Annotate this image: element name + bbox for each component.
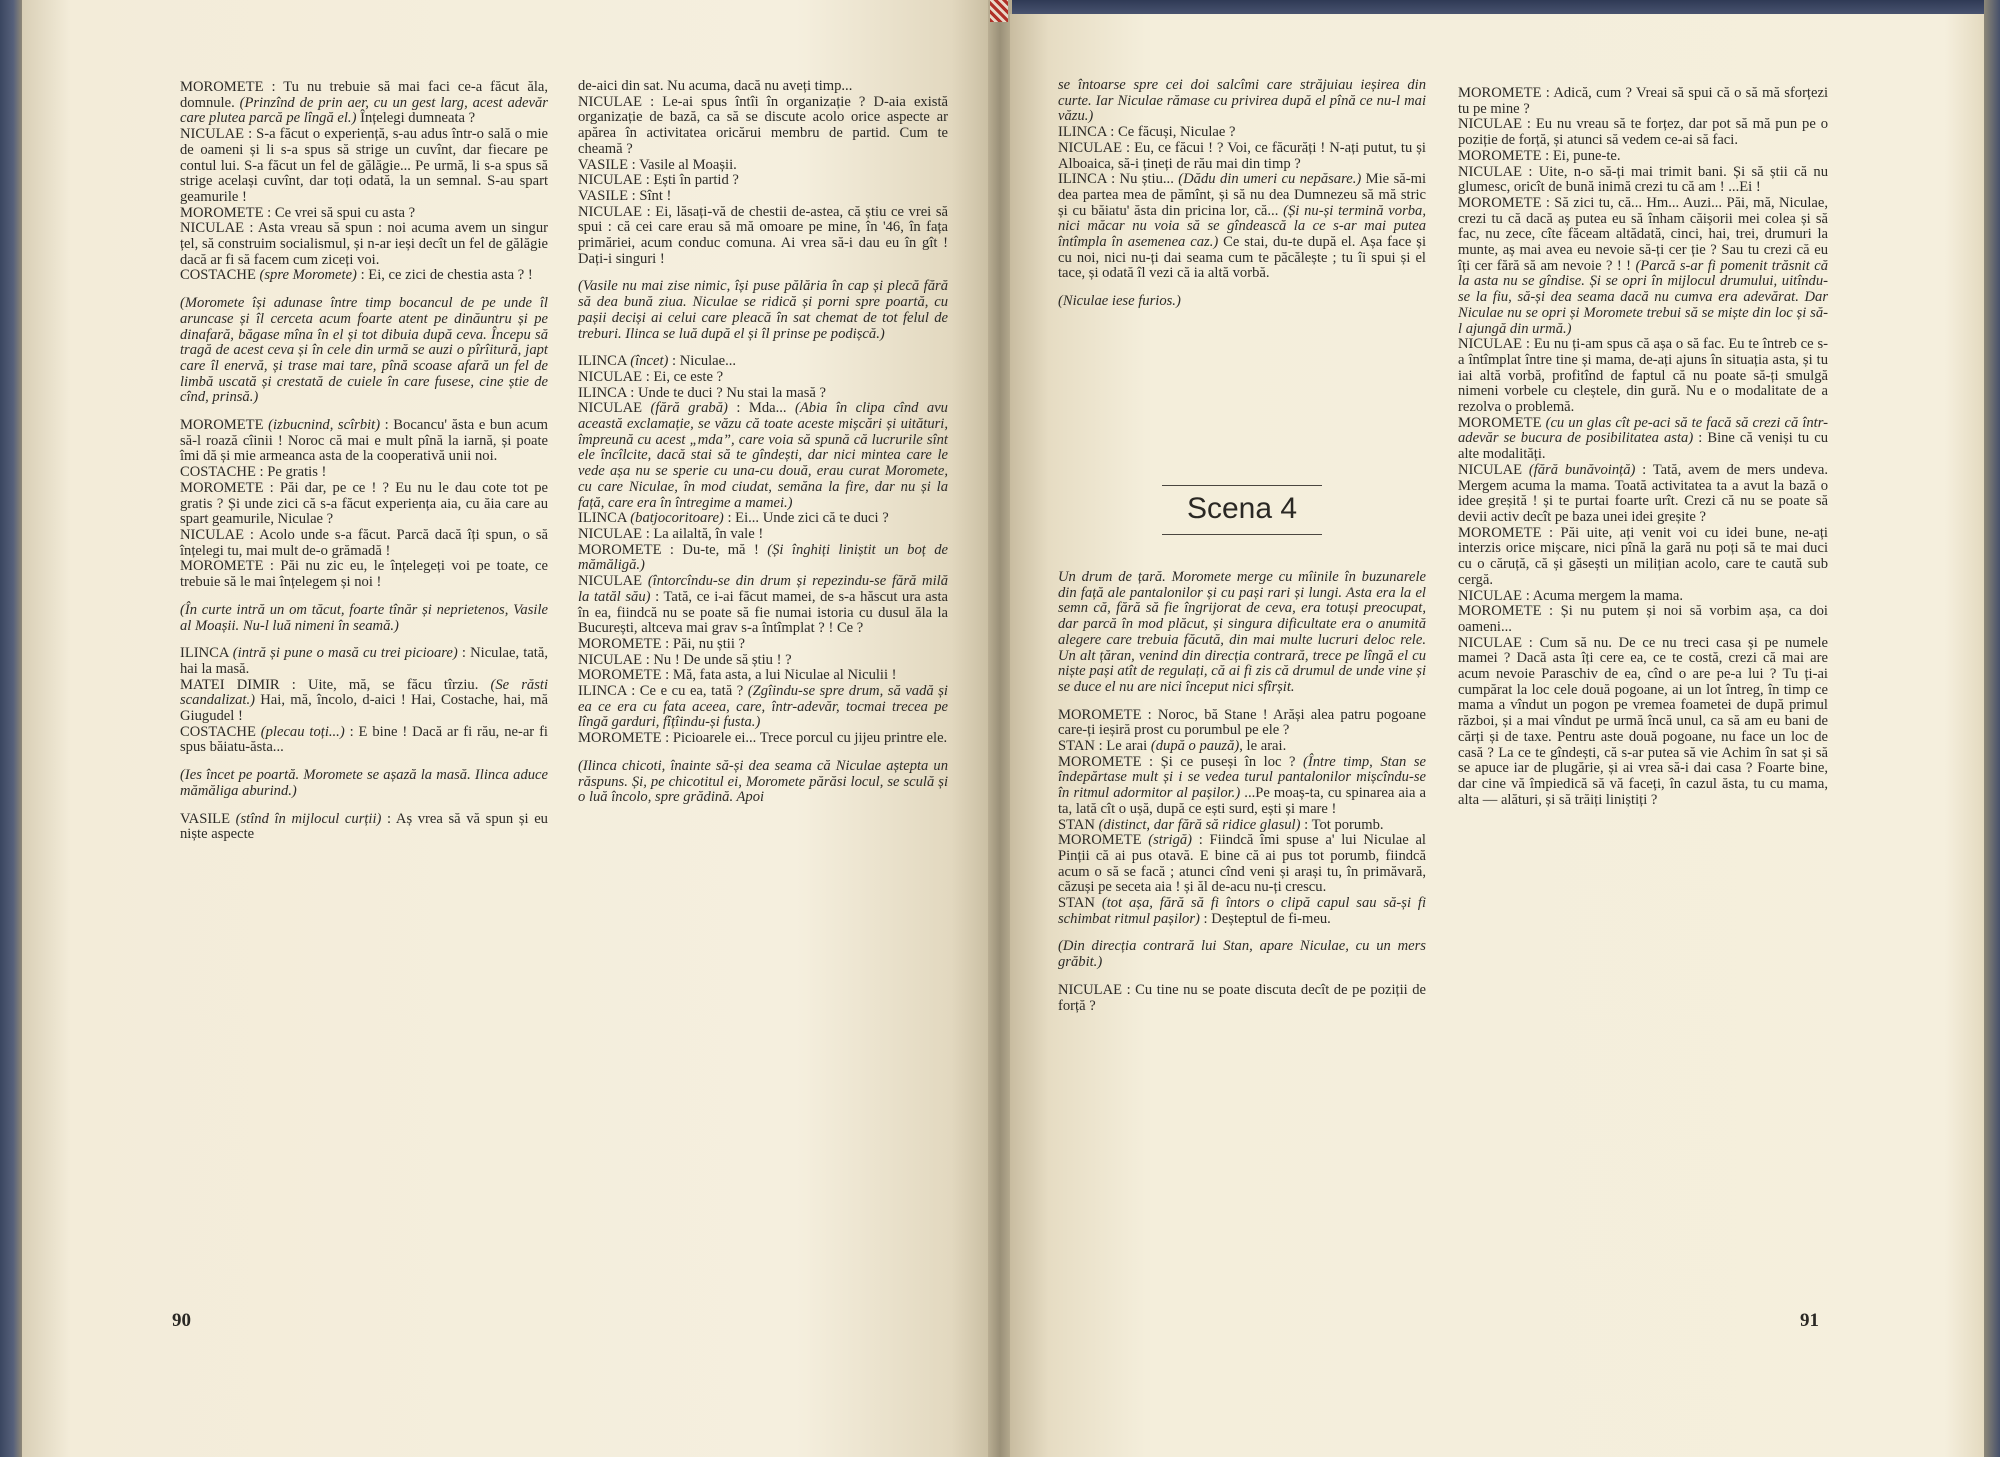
text-paragraph: NICULAE : Acuma mergem la mama. xyxy=(1458,587,1684,604)
text-paragraph: (Niculae iese furios.) xyxy=(1058,293,1181,310)
text-paragraph: (Ies încet pe poartă. Moromete se așază la masă. Ilinca aduce mămăliga aburind.) xyxy=(180,767,548,799)
text-paragraph: NICULAE : Uite, n-o să-ți mai trimit bani. Și să știi că nu glumesc, oricît de bună inimă crezi tu că am ! ...Ei ! xyxy=(1458,163,1828,196)
text-paragraph: COSTACHE : Pe gratis ! xyxy=(180,464,327,481)
text-paragraph: MATEI DIMIR : Uite, mă, se făcu tîrziu. (Se răsti scandalizat.) Hai, mă, încolo, d-aici ! Hai, Costache, hai, mă Giugudel ! xyxy=(180,676,548,725)
text-paragraph: MOROMETE : Ei, pune-te. xyxy=(1458,147,1621,164)
text-paragraph: MOROMETE (strigă) : Fiindcă îmi spuse a' lui Niculae al Pinții că ai pus otavă. E bine că ai pus tot porumb, fiindcă acum o să se facă ; atunci cînd veni și arași tu, în primăvară, căzuși pe seceta aia ! și ăl de-acu nu-ți crescu. xyxy=(1058,832,1426,896)
text-paragraph: NICULAE (întorcîndu-se din drum și repezindu-se fără milă la tatăl său) : Tată, ce i-ai făcut mamei, de s-a hăscut ura asta în ea, fiindcă nu se poate să fie numai istoria cu dusul ăla la București, altceva mai grav s-a întîmplat ? ! Ce ? xyxy=(578,573,948,637)
text-paragraph: NICULAE : Eu nu vreau să te forțez, dar pot să mă pun pe o poziție de forță, și atunci să vedem ce-ai să faci. xyxy=(1458,116,1828,149)
text-paragraph: STAN : Le arai (după o pauză), le arai. xyxy=(1058,738,1287,755)
paragraph-gap xyxy=(1058,696,1426,708)
text-paragraph: MOROMETE : Noroc, bă Stane ! Arăși alea patru pogoane care-ți ieșiră prost cu porumbul pe ele ? xyxy=(1058,706,1426,739)
text-paragraph: MOROMETE : Mă, fata asta, a lui Niculae al Niculii ! xyxy=(578,667,897,684)
text-paragraph: NICULAE : Eu, ce făcui ! ? Voi, ce făcurăți ! N-ați putut, tu și Alboaica, să-i țineți de rău mai din timp ? xyxy=(1058,139,1426,172)
text-paragraph: VASILE : Vasile al Moașii. xyxy=(578,156,737,173)
page-number-right: 91 xyxy=(1800,1310,1819,1331)
right-page-column-2 xyxy=(1458,86,1828,808)
text-paragraph: NICULAE : Eu nu ți-am spus că așa o să fac. Eu te întreb ce s-a întîmplat între tine și mama, de-ați ajuns în situația asta, și tu iai altă vorbă, profitînd de faptul că nu poate să-ți smulgă nimeni vorbele cu cleștele, din gură. Nu e o modalitate de a rezolva o problemă. xyxy=(1458,336,1828,416)
text-paragraph: NICULAE : Le-ai spus întîi în organizație ? D-aia există organizație de bază, ca să se discute acolo orice aspecte ar apărea în activitatea oricărui membru de partid. Cum te cheamă ? xyxy=(578,93,948,157)
text-paragraph: ILINCA (intră și pune o masă cu trei picioare) : Niculae, tată, hai la masă. xyxy=(180,645,548,677)
text-paragraph: NICULAE : Cu tine nu se poate discuta decît de pe poziții de forță ? xyxy=(1058,981,1426,1014)
text-paragraph: ILINCA : Ce e cu ea, tată ? (Zgîindu-se spre drum, să vadă și ea ce era cu fata aceea, care, într-adevăr, tocmai trecea pe lîngă garduri, fîțîindu-și fusta.) xyxy=(578,683,948,731)
book-cover-edge-right xyxy=(1984,0,2000,1457)
text-paragraph: NICULAE : Ei, lăsați-vă de chestii de-astea, că știu ce vrei să spui : că cei care erau să mă omoare pe mine, în '46, în fața primăriei, acum conduc comuna. Ai vrea să-i dau eu în gît ! Dați-i singuri ! xyxy=(578,203,948,267)
text-paragraph: ILINCA : Ce făcuși, Niculae ? xyxy=(1058,124,1236,141)
text-paragraph: COSTACHE (spre Moromete) : Ei, ce zici de chestia asta ? ! xyxy=(180,267,533,284)
text-paragraph: MOROMETE (izbucnind, scîrbit) : Bocancu' ăsta e bun acum să-l roază cîinii ! Noroc că mai e mult pînă la iarnă, și poate îmi dă și mie armeanca asta de la cooperativă unii noi. xyxy=(180,417,548,465)
text-paragraph: NICULAE : La ailaltă, în vale ! xyxy=(578,525,764,542)
text-paragraph: MOROMETE (cu un glas cît pe-aci să te facă să crezi că într-adevăr se bucura de posibilitatea asta) : Bine că veniși tu cu alte modalități. xyxy=(1458,414,1829,463)
text-paragraph: NICULAE : Asta vreau să spun : noi acuma avem un singur țel, să construim socialismul, și n-ar ieși decît un fel de gălăgie dacă ar fi să facem cum ziceți voi. xyxy=(180,220,548,268)
text-paragraph: MOROMETE : Păi uite, ați venit voi cu idei bune, ne-ați interzis orice mișcare, nici pînă la gară nu poți să te mai duci cu o căruță, că și găsești un milițian acolo, care te caută sub cergă. xyxy=(1458,524,1828,588)
text-paragraph: (Ilinca chicoti, înainte să-și dea seama că Niculae aștepta un răspuns. Și, pe chicotitul ei, Moromete părăsi locul, se sculă și o luă încolo, spre grădină. Apoi xyxy=(578,757,948,806)
text-paragraph: MOROMETE : Păi dar, pe ce ! ? Eu nu le dau cote tot pe gratis ? Și unde zici că s-a făcut experiența aia, cu ăia care au spart geamurile, Niculae ? xyxy=(180,479,548,528)
text-paragraph: ILINCA : Nu știu... (Dădu din umeri cu nepăsare.) Mie să-mi dea partea mea de pămînt, și să nu dea Dumnezeu să mă stric și cu băiatu' ăsta din pricina lor, că... (Și nu-și termină vorba, nici măcar nu voia să se gîndească la ce s-ar mai putea întîmpla în asemenea caz.) Ce stai, du-te după el. Așa face și cu noi, nici nu-ți dai seama cum te păcălește ; tu îi spui și el tace, și odată îl vezi că ia altă vorbă. xyxy=(1058,171,1427,282)
text-paragraph: MOROMETE : Tu nu trebuie să mai faci ce-a făcut ăla, domnule. (Prinzînd de prin aer, cu un gest larg, acest adevăr care plutea parcă pe lîngă el.) Înțelegi dumneata ? xyxy=(180,79,548,127)
text-paragraph: VASILE (stînd în mijlocul curții) : Aș vrea să vă spun și eu niște aspecte xyxy=(180,810,548,843)
text-paragraph: NICULAE : Ești în partid ? xyxy=(578,172,739,189)
left-page-column-1 xyxy=(180,80,548,843)
right-page-column-1-scene xyxy=(1058,570,1426,1014)
text-paragraph: STAN (distinct, dar fără să ridice glasul) : Tot porumb. xyxy=(1058,816,1384,833)
text-paragraph: MOROMETE : Păi nu zic eu, le înțelegeți voi pe toate, ce trebuie să le mai înțelegem și noi ! xyxy=(180,558,548,591)
text-paragraph: NICULAE : Cum să nu. De ce nu treci casa și pe numele mamei ? Dacă asta îți cere ea, ce te costă, crezi că mai are acum nevoie Paraschiv de ea, cînd o are pe-a lui ? Tu ți-ai cumpărat la loc cele două pogoane, ai un lot întreg, în timp ce mama a vîndut un pogon pe vremea foametei de după primul război, și a mai vîndut pe urmă încă unul, ca să am eu bani de cărți și de taxe. Pentru aste două pogoane, nu face un loc de casă ? La ce te gîndești, că s-ar putea să vie Achim în sat și să se apuce iar de plugărie, și ai vrea să-i dai casa ? Foarte bine, dar cine vă împiedică să vă faceți, în cazul ăsta, tu cu mama, alta — alături, și să trăiți liniștiți ? xyxy=(1458,634,1828,808)
text-paragraph: (Moromete își adunase între timp bocancul de pe unde îl aruncase și îl cerceta acum foarte atent pe dinăuntru și pe dinafară, băgase mîna în el și tot dibuia după ceva. Începu să tragă de acest ceva și în cele din urmă se auzi o pîrîitură, japt care îl enervă, și trase mai tare, pînă scoase afară un fel de limbă uscată și crestată de cuiele în care fusese, cine știe de cînd, prinsă.) xyxy=(180,295,548,406)
text-paragraph: STAN (tot așa, fără să fi întors o clipă capul sau să-și fi schimbat ritmul pașilor) : Deșteptul de fi-meu. xyxy=(1058,895,1426,927)
book-cover-edge-left xyxy=(0,0,22,1457)
scene-heading-rule-bottom xyxy=(1162,534,1322,535)
text-paragraph: ILINCA (încet) : Niculae... xyxy=(578,353,737,370)
text-paragraph: MOROMETE : Să zici tu, că... Hm... Auzi... Păi, mă, Niculae, crezi tu că dacă aș putea eu să înham căișorii mei colea și să fac, nu zece, cîte făceam altădată, cinci, hai, trei, drumuri la munte, aș mai avea eu nevoie să-ți cer ție ? Sau tu crezi că eu îți cer fără să am nevoie ? ! ! (Parcă s-ar fi pomenit trăsnit că la asta nu se gîndise. Și se opri în mijlocul drumului, uitîndu-se la fiu, să-și dea seama dacă nu cumva era adevărat. Dar Niculae nu se opri și Moromete trebui să se miște din loc și să-l ajungă din urmă.) xyxy=(1458,194,1828,337)
right-page-column-1 xyxy=(1058,78,1426,310)
text-paragraph: se întoarse spre cei doi salcîmi care străjuiau ieșirea din curte. Iar Niculae rămase cu privirea după el pînă ce nu-l mai văzu.) xyxy=(1058,77,1426,125)
scene-heading xyxy=(1060,485,1424,535)
book-gutter xyxy=(988,0,1012,1457)
page-number-left: 90 xyxy=(172,1310,191,1331)
text-paragraph: COSTACHE (plecau toți...) : E bine ! Dacă ar fi rău, ne-ar fi spus băiatu-ăsta... xyxy=(180,723,548,756)
text-paragraph: de-aici din sat. Nu acuma, dacă nu aveți timp... xyxy=(578,78,853,94)
text-paragraph: MOROMETE : Păi, nu știi ? xyxy=(578,635,746,652)
text-paragraph: ILINCA (batjocoritoare) : Ei... Unde zici că te duci ? xyxy=(578,510,889,527)
text-paragraph: (În curte intră un om tăcut, foarte tînăr și neprietenos, Vasile al Moașii. Nu-l luă nimeni în seamă.) xyxy=(180,601,548,634)
scene-title: Scena 4 xyxy=(1186,492,1298,525)
text-paragraph: MOROMETE : Și nu putem și noi să vorbim așa, ca doi oameni... xyxy=(1458,603,1828,635)
text-paragraph: ILINCA : Unde te duci ? Nu stai la masă ? xyxy=(578,384,827,401)
text-paragraph: MOROMETE : Adică, cum ? Vreai să spui că o să mă sforțezi tu pe mine ? xyxy=(1458,85,1828,117)
text-paragraph: MOROMETE : Picioarele ei... Trece porcul cu jijeu printre ele. xyxy=(578,730,948,747)
text-paragraph: VASILE : Sînt ! xyxy=(578,187,672,204)
text-paragraph: MOROMETE : Ce vrei să spui cu asta ? xyxy=(180,204,416,221)
text-paragraph: NICULAE (fără bunăvoință) : Tată, avem de mers undeva. Mergem acuma la mama. Toată activitatea ta a avut la bază o idee greșită ! și te purtai foarte urît. Crezi că nu se poate să devii activ decît pe baza unei idei greșite ? xyxy=(1458,461,1828,525)
left-page-column-2 xyxy=(578,79,948,806)
text-paragraph: MOROMETE : Și ce puseși în loc ? (Între timp, Stan se îndepărtase mult și i se vedea turul pantalonilor mișcîndu-se în ritmul adormitor al pașilor.) ...Pe moaș-ta, cu spinarea aia a ta, lată cît o ușă, după ce ești surd, ești și mare ! xyxy=(1058,753,1427,817)
text-paragraph: MOROMETE : Du-te, mă ! (Și înghiți liniștit un boț de mămăligă.) xyxy=(578,541,948,574)
text-paragraph: NICULAE : S-a făcut o experiență, s-au adus într-o sală o mie de oameni și li s-a spus să strige un cuvînt, dar fiecare pe contul lui. S-a făcut un fel de gălăgie... Pe urmă, li s-a spus să strige același cuvînt, dar toți odată, la un semnal. S-au spart geamurile ! xyxy=(180,126,548,205)
bookmark-ribbon xyxy=(990,0,1008,22)
text-paragraph: (Din direcția contrară lui Stan, apare Niculae, cu un mers grăbit.) xyxy=(1058,938,1426,971)
text-paragraph: NICULAE : Nu ! De unde să știu ! ? xyxy=(578,651,792,668)
text-paragraph: NICULAE : Ei, ce este ? xyxy=(578,368,724,385)
text-paragraph: NICULAE : Acolo unde s-a făcut. Parcă dacă îți spun, o să înțelegi tu, mai mult de-o grămadă ! xyxy=(180,526,548,559)
text-paragraph: (Vasile nu mai zise nimic, își puse pălăria în cap și plecă fără să dea bună ziua. Niculae se ridică și porni spre poartă, cu pașii deciși ai celui care pleacă în sat chemat de tot felul de treburi. Ilinca se luă după el și îl prinse pe podișcă.) xyxy=(578,278,948,342)
text-paragraph: Un drum de țară. Moromete merge cu mîinile în buzunarele din față ale pantalonilor și cu pași rari și lungi. Asta era la el semn că, fără să fie îngrijorat de ceva, era totuși preocupat, dar parcă în mod plăcut, și singura dificultate era o anumită alegere care trebuia făcută, din mai multe lucruri deloc rele. Un alt țăran, venind din direcția contrară, trece pe lîngă el cu niște pași atît de regulați, că ai fi zis că drumul de unde vine și se duce el nu are nici început nici sfîrșit. xyxy=(1058,569,1426,695)
text-paragraph: NICULAE (fără grabă) : Mda... (Abia în clipa cînd avu această exclamație, se văzu că toate aceste mișcări și uitături, împreună cu acest „mda”, care voia să spună că lucrurile sînt ele încîlcite, dacă stai să te gîndești, dar nici mintea care le vede așa nu se sperie cu una-cu două, erau curat Moromete, cu care Niculae, în mod ciudat, semăna la fire, dar nu și la față, care era în întregime a mamei.) xyxy=(578,400,948,511)
